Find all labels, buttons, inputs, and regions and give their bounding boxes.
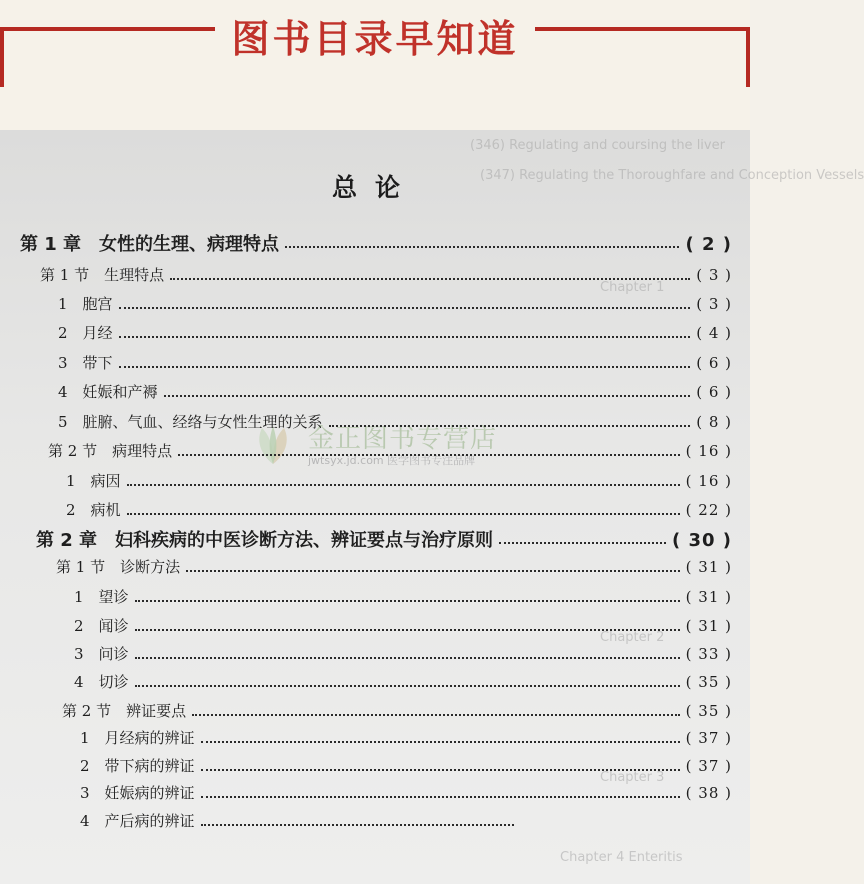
watermark-url: jwtsyx.jd.com 医学图书专注品牌 — [308, 454, 476, 467]
toc-item — [66, 470, 732, 491]
toc-leader-dots — [135, 657, 680, 659]
toc-page-number: ( 31 ) — [685, 588, 732, 606]
toc-leader-dots — [201, 741, 680, 743]
toc-page-number: ( 31 ) — [685, 558, 732, 576]
toc-label: 第 1 节 诊断方法 — [56, 558, 181, 576]
toc-leader-dots — [201, 824, 514, 826]
toc-item — [74, 615, 732, 636]
toc-label: 5 脏腑、气血、经络与女性生理的关系 — [58, 413, 323, 431]
toc-page-number: ( 6 ) — [696, 383, 732, 401]
toc-page-number: ( 35 ) — [685, 702, 732, 720]
toc-section — [56, 556, 732, 577]
toc-item — [74, 586, 732, 607]
toc-page-number: ( 33 ) — [685, 645, 732, 663]
toc-label: 2 闻诊 — [74, 617, 129, 635]
bleed-through-text: (346) Regulating and coursing the liver — [470, 138, 725, 153]
toc-page-number: ( 38 ) — [685, 784, 732, 802]
toc-label: 3 带下 — [58, 354, 113, 372]
toc-page-number: ( 31 ) — [685, 617, 732, 635]
toc-page-number: ( 8 ) — [696, 413, 732, 431]
toc-label: 3 问诊 — [74, 645, 129, 663]
toc-item — [58, 381, 732, 402]
toc-page-number: ( 16 ) — [685, 472, 732, 490]
toc-item — [66, 499, 732, 520]
toc-label: 4 妊娠和产褥 — [58, 383, 158, 401]
book-page — [0, 130, 864, 884]
toc-leader-dots — [127, 484, 680, 486]
toc-item — [74, 643, 732, 664]
toc-page-number: ( 22 ) — [685, 501, 732, 519]
toc-page-number: ( 37 ) — [685, 757, 732, 775]
toc-item — [80, 755, 732, 776]
toc-page-number: ( 16 ) — [685, 442, 732, 460]
toc-leader-dots — [119, 366, 691, 368]
toc-label: 1 月经病的辨证 — [80, 729, 195, 747]
toc-leader-dots — [201, 796, 680, 798]
toc-leader-dots — [499, 542, 666, 544]
toc-section — [48, 440, 732, 461]
banner-title: 图书目录早知道 — [231, 17, 519, 61]
toc-page-number: ( 30 ) — [671, 530, 732, 551]
toc-label: 第 1 章 女性的生理、病理特点 — [20, 234, 280, 255]
toc-item — [58, 322, 732, 343]
toc-leader-dots — [186, 570, 680, 572]
bleed-through-text: (347) Regulating the Thoroughfare and Conception Vessels — [480, 168, 864, 183]
toc-item — [58, 411, 732, 432]
toc-label: 第 2 节 病理特点 — [48, 442, 173, 460]
toc-leader-dots — [192, 714, 680, 716]
toc-leader-dots — [135, 629, 680, 631]
toc-label: 第 1 节 生理特点 — [40, 266, 165, 284]
bleed-through-text: Chapter 4 Enteritis — [560, 850, 683, 865]
toc-label: 3 妊娠病的辨证 — [80, 784, 195, 802]
toc-page-number: ( 6 ) — [696, 354, 732, 372]
bleed-through-text: Chapter 3 — [600, 770, 665, 785]
toc-item — [58, 352, 732, 373]
toc-leader-dots — [135, 600, 680, 602]
toc-label: 2 病机 — [66, 501, 121, 519]
toc-label: 2 带下病的辨证 — [80, 757, 195, 775]
toc-label: 1 病因 — [66, 472, 121, 490]
toc-section — [62, 700, 732, 721]
toc-leader-dots — [178, 454, 680, 456]
page-heading: 总论 — [331, 173, 418, 202]
toc-chapter — [20, 230, 732, 256]
toc-item — [80, 782, 732, 803]
toc-leader-dots — [170, 278, 690, 280]
toc-leader-dots — [135, 685, 680, 687]
toc-leader-dots — [164, 395, 691, 397]
toc-label: 第 2 节 辨证要点 — [62, 702, 187, 720]
toc-leader-dots — [127, 513, 680, 515]
toc-label: 2 月经 — [58, 324, 113, 342]
toc-leader-dots — [329, 425, 691, 427]
bleed-through-text: Chapter 2 — [600, 630, 665, 645]
toc-item — [80, 810, 520, 831]
toc-leader-dots — [201, 769, 680, 771]
toc-page-number: ( 4 ) — [696, 324, 732, 342]
toc-leader-dots — [285, 246, 679, 248]
toc-page-number: ( 3 ) — [696, 266, 732, 284]
toc-label: 4 产后病的辨证 — [80, 812, 195, 830]
watermark-store-name: 金正图书专营店 — [308, 424, 498, 454]
bleed-through-text: Chapter 1 — [600, 280, 665, 295]
toc-page-number: ( 2 ) — [685, 234, 732, 255]
toc-leader-dots — [119, 307, 691, 309]
toc-label: 第 2 章 妇科疾病的中医诊断方法、辨证要点与治疗原则 — [36, 530, 494, 551]
toc-label: 1 胞宫 — [58, 295, 113, 313]
toc-page-number: ( 37 ) — [685, 729, 732, 747]
toc-page-number: ( 3 ) — [696, 295, 732, 313]
toc-section — [40, 264, 732, 285]
toc-page-number: ( 35 ) — [685, 673, 732, 691]
toc-item — [74, 671, 732, 692]
toc-leader-dots — [119, 336, 691, 338]
banner — [0, 0, 750, 130]
toc-item — [80, 727, 732, 748]
toc-item — [58, 293, 732, 314]
toc-chapter — [36, 526, 732, 552]
toc-label: 1 望诊 — [74, 588, 129, 606]
toc-label: 4 切诊 — [74, 673, 129, 691]
